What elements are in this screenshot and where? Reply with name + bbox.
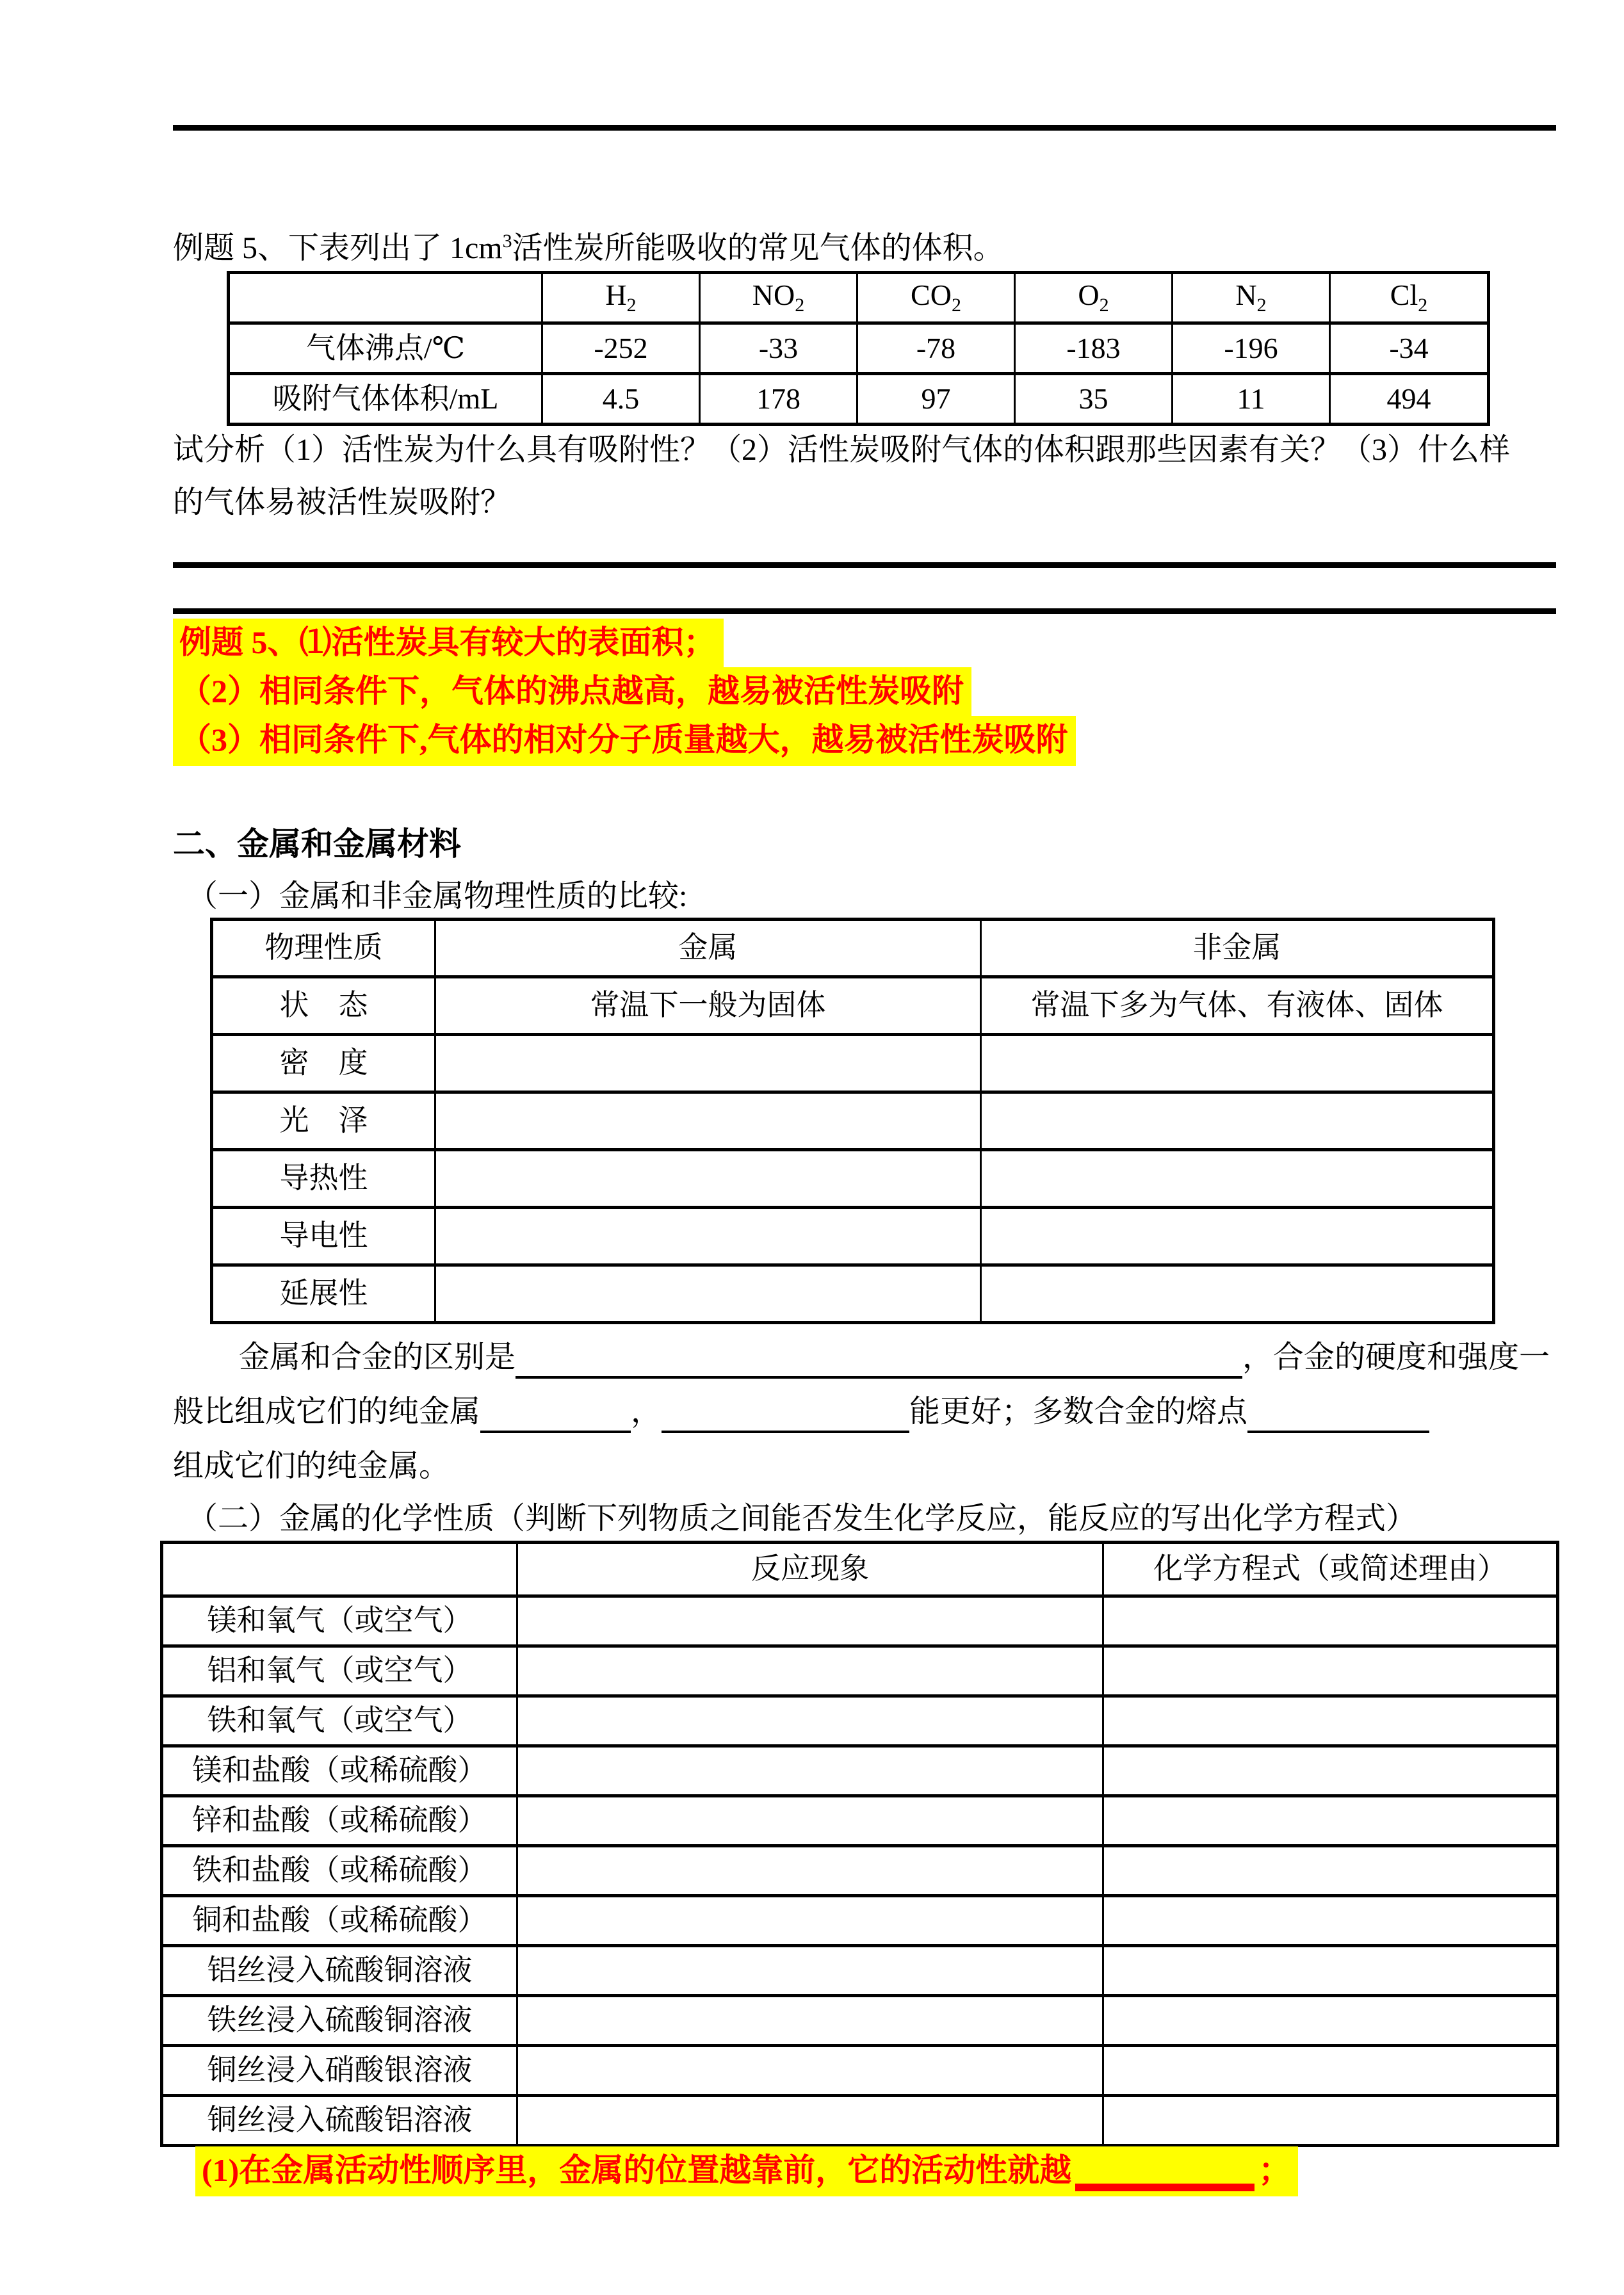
fill-blank bbox=[516, 1343, 1242, 1379]
table-row bbox=[162, 1846, 1558, 1896]
fill-blank bbox=[480, 1397, 631, 1433]
table-cell: -78 bbox=[857, 323, 1015, 374]
row-label: 铜丝浸入硫酸铝溶液 bbox=[162, 2096, 517, 2146]
divider-rule bbox=[173, 608, 1556, 614]
table-cell bbox=[517, 1696, 1103, 1746]
metal-reactions-table bbox=[160, 1541, 1559, 2147]
gas-header-h2: $H_2$ bbox=[542, 273, 700, 323]
metal-nonmetal-table bbox=[210, 918, 1495, 1324]
column-header: 化学方程式（或简述理由） bbox=[1103, 1543, 1558, 1596]
table-cell bbox=[1103, 1746, 1558, 1796]
table-cell: 4.5 bbox=[542, 374, 700, 425]
fill-blank bbox=[662, 1397, 909, 1433]
top-divider-rule bbox=[173, 125, 1556, 131]
table-cell: 97 bbox=[857, 374, 1015, 425]
highlighted-answer: （2）相同条件下，气体的沸点越高，越易被活性炭吸附 bbox=[173, 667, 971, 717]
table-row bbox=[229, 273, 1489, 323]
gas-absorption-table bbox=[227, 271, 1490, 426]
table-cell bbox=[1103, 1946, 1558, 1996]
table-cell bbox=[517, 1946, 1103, 1996]
row-label: 吸附气体体积/mL bbox=[229, 374, 542, 425]
table-cell bbox=[981, 1150, 1494, 1208]
row-label: 锌和盐酸（或稀硫酸） bbox=[162, 1796, 517, 1846]
highlighted-note: (1)在金属活动性顺序里，金属的位置越靠前，它的活动性就越 ； bbox=[195, 2146, 1298, 2196]
answer-line-2 bbox=[173, 667, 971, 717]
table-cell bbox=[1103, 2096, 1558, 2146]
subsection-chem-properties: （二）金属的化学性质（判断下列物质之间能否发生化学反应，能反应的写出化学方程式） bbox=[187, 1502, 1417, 1536]
table-row bbox=[229, 374, 1489, 425]
alloy-fill-line-3: 组成它们的纯金属。 bbox=[173, 1449, 450, 1483]
gas-header-co2: $CO_2$ bbox=[857, 273, 1015, 323]
table-row bbox=[212, 920, 1494, 977]
table-row bbox=[162, 1596, 1558, 1646]
column-header: 物理性质 bbox=[212, 920, 435, 977]
table-cell bbox=[517, 1996, 1103, 2046]
table-row bbox=[162, 1646, 1558, 1696]
example5-intro-post: 活性炭所能吸收的常见气体的体积。 bbox=[512, 231, 1004, 265]
column-header bbox=[162, 1543, 517, 1596]
table-row bbox=[162, 1746, 1558, 1796]
row-label: 铁和盐酸（或稀硫酸） bbox=[162, 1846, 517, 1896]
table-cell bbox=[1103, 1896, 1558, 1946]
answer-line-3 bbox=[173, 716, 1076, 766]
section-title-metals: 二、金属和金属材料 bbox=[173, 826, 461, 862]
table-row bbox=[229, 323, 1489, 374]
alloy-fill-line-1: 金属和合金的区别是 ，合金的硬度和强度一 bbox=[239, 1337, 1550, 1379]
table-cell bbox=[435, 1150, 981, 1208]
gas-header-n2: $N_2$ bbox=[1173, 273, 1330, 323]
row-label: 状 态 bbox=[212, 977, 435, 1035]
fill-blank bbox=[1247, 1397, 1429, 1433]
table-row bbox=[162, 1696, 1558, 1746]
table-cell: -34 bbox=[1330, 323, 1489, 374]
column-header: 金属 bbox=[435, 920, 981, 977]
fill-blank-red bbox=[1075, 2154, 1255, 2191]
table-cell bbox=[1103, 1696, 1558, 1746]
table-cell: 494 bbox=[1330, 374, 1489, 425]
table-row bbox=[212, 1150, 1494, 1208]
table-cell bbox=[517, 1896, 1103, 1946]
table-row bbox=[212, 1265, 1494, 1323]
table-row bbox=[212, 1208, 1494, 1265]
activity-note-line bbox=[195, 2146, 1298, 2196]
table-cell bbox=[517, 1846, 1103, 1896]
row-label: 铝丝浸入硫酸铜溶液 bbox=[162, 1946, 517, 1996]
table-cell bbox=[981, 1265, 1494, 1323]
row-label: 气体沸点/℃ bbox=[229, 323, 542, 374]
table-row bbox=[162, 1946, 1558, 1996]
row-label: 导电性 bbox=[212, 1208, 435, 1265]
table-cell bbox=[517, 1796, 1103, 1846]
table-cell: 11 bbox=[1173, 374, 1330, 425]
row-label: 铝和氧气（或空气） bbox=[162, 1646, 517, 1696]
example5-intro-pre: 例题 5、下表列出了 1cm bbox=[173, 231, 503, 265]
divider-rule bbox=[173, 562, 1556, 568]
table-cell: -33 bbox=[700, 323, 857, 374]
table-cell: -183 bbox=[1015, 323, 1173, 374]
table-cell: 常温下一般为固体 bbox=[435, 977, 981, 1035]
table-cell bbox=[1103, 1996, 1558, 2046]
column-header: 非金属 bbox=[981, 920, 1494, 977]
table-cell: 常温下多为气体、有液体、固体 bbox=[981, 977, 1494, 1035]
column-header: 反应现象 bbox=[517, 1543, 1103, 1596]
table-row bbox=[162, 1996, 1558, 2046]
table-cell bbox=[1103, 2046, 1558, 2096]
table-cell bbox=[1103, 1846, 1558, 1896]
table-cell: 35 bbox=[1015, 374, 1173, 425]
table-cell bbox=[981, 1035, 1494, 1092]
table-cell: -252 bbox=[542, 323, 700, 374]
table-row bbox=[162, 2046, 1558, 2096]
example5-intro bbox=[173, 228, 1004, 270]
row-label: 导热性 bbox=[212, 1150, 435, 1208]
table-cell bbox=[1103, 1646, 1558, 1696]
table-cell: -196 bbox=[1173, 323, 1330, 374]
table-row bbox=[162, 1896, 1558, 1946]
table-cell bbox=[981, 1208, 1494, 1265]
table-row bbox=[162, 1796, 1558, 1846]
table-cell bbox=[517, 2096, 1103, 2146]
superscript-3: 3 bbox=[502, 231, 512, 252]
gas-header-no2: $NO_2$ bbox=[700, 273, 857, 323]
table-row bbox=[212, 1092, 1494, 1150]
row-label: 延展性 bbox=[212, 1265, 435, 1323]
table-row bbox=[212, 977, 1494, 1035]
table-cell: 178 bbox=[700, 374, 857, 425]
table-corner-cell bbox=[229, 273, 542, 323]
table-cell bbox=[517, 1646, 1103, 1696]
example5-question: 试分析（1）活性炭为什么具有吸附性？（2）活性炭吸附气体的体积跟那些因素有关？（3）什么样的气体易被活性炭吸附？ bbox=[173, 433, 1511, 519]
table-cell bbox=[1103, 1596, 1558, 1646]
subsection-phys-compare: （一）金属和非金属物理性质的比较: bbox=[187, 879, 688, 913]
row-label: 镁和氧气（或空气） bbox=[162, 1596, 517, 1646]
table-cell bbox=[517, 1746, 1103, 1796]
row-label: 铜和盐酸（或稀硫酸） bbox=[162, 1896, 517, 1946]
alloy-fill-line-2: 般比组成它们的纯金属 ， 能更好；多数合金的熔点 bbox=[173, 1391, 1429, 1433]
table-row bbox=[162, 1543, 1558, 1596]
row-label: 光 泽 bbox=[212, 1092, 435, 1150]
table-cell bbox=[981, 1092, 1494, 1150]
table-cell bbox=[435, 1035, 981, 1092]
table-cell bbox=[435, 1265, 981, 1323]
row-label: 镁和盐酸（或稀硫酸） bbox=[162, 1746, 517, 1796]
row-label: 铁和氧气（或空气） bbox=[162, 1696, 517, 1746]
highlighted-answer: 例题 5、⑴活性炭具有较大的表面积； bbox=[173, 619, 724, 669]
highlighted-answer: （3）相同条件下,气体的相对分子质量越大，越易被活性炭吸附 bbox=[173, 716, 1076, 766]
gas-header-o2: $O_2$ bbox=[1015, 273, 1173, 323]
answer-line-1 bbox=[173, 619, 724, 669]
table-row bbox=[212, 1035, 1494, 1092]
gas-header-cl2: $Cl_2$ bbox=[1330, 273, 1489, 323]
row-label: 铜丝浸入硝酸银溶液 bbox=[162, 2046, 517, 2096]
table-cell bbox=[435, 1092, 981, 1150]
table-cell bbox=[1103, 1796, 1558, 1846]
table-row bbox=[162, 2096, 1558, 2146]
table-cell bbox=[517, 2046, 1103, 2096]
row-label: 铁丝浸入硫酸铜溶液 bbox=[162, 1996, 517, 2046]
table-cell bbox=[435, 1208, 981, 1265]
table-cell bbox=[517, 1596, 1103, 1646]
row-label: 密 度 bbox=[212, 1035, 435, 1092]
